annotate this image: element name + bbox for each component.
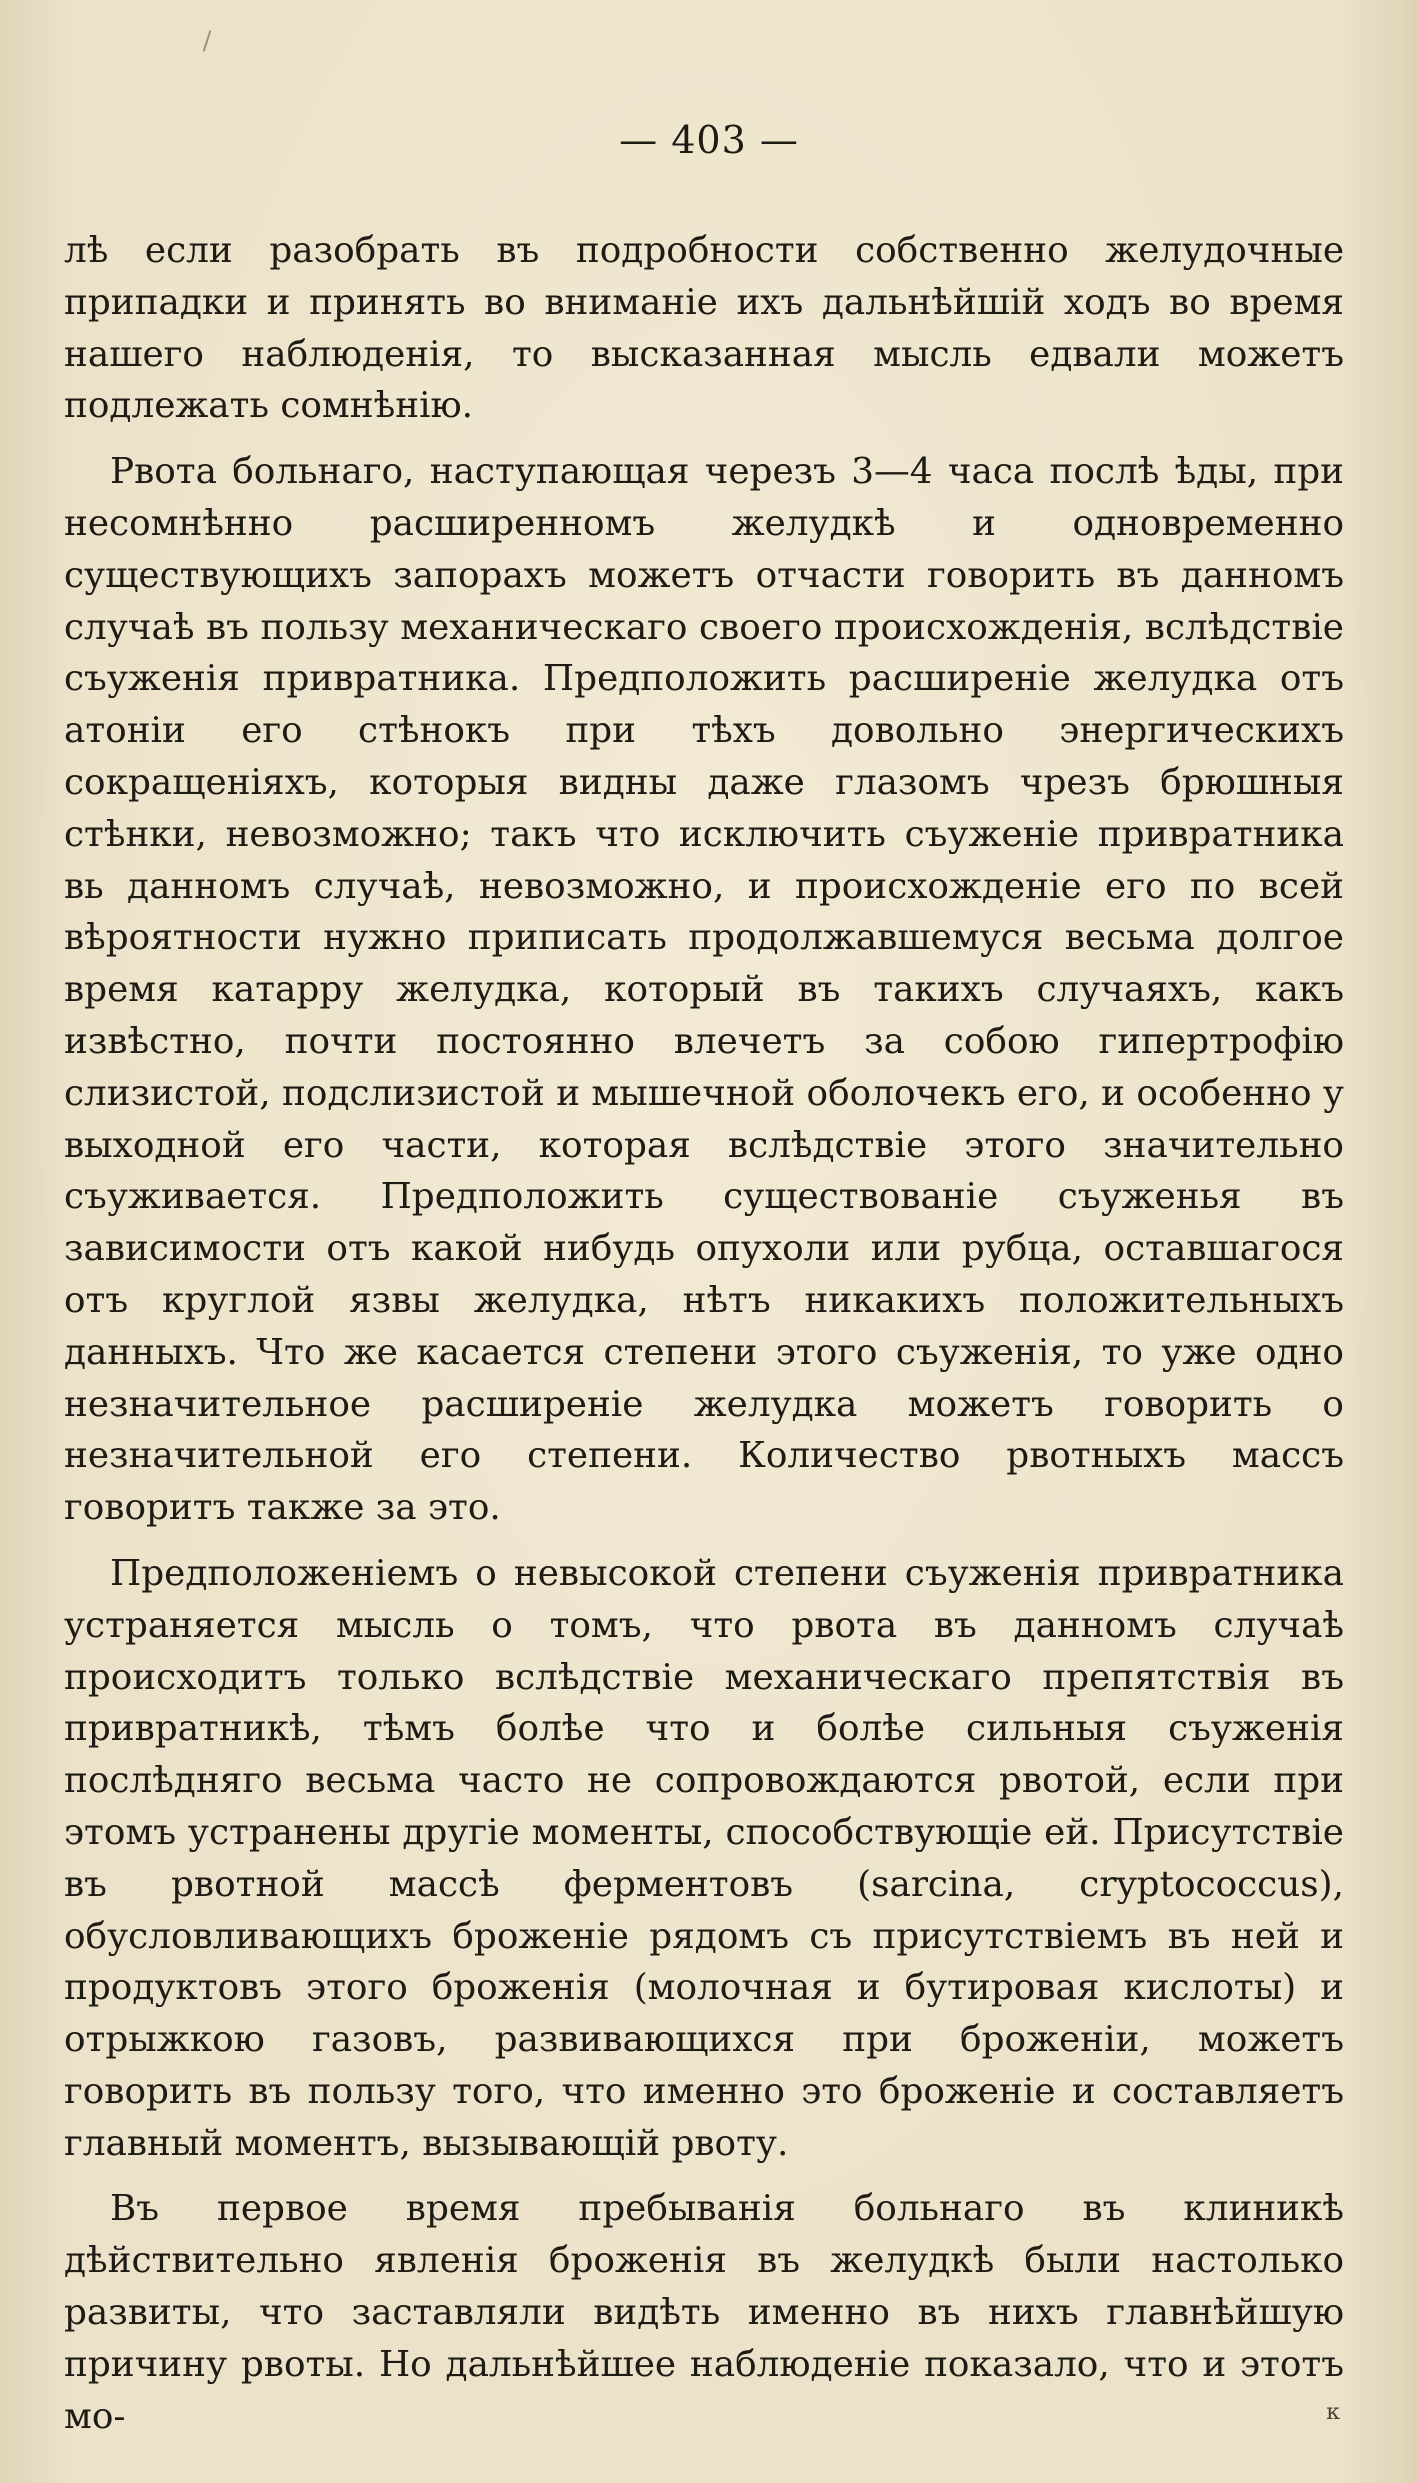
paragraph-clinic-observation: Въ первое время пребыванія больнаго въ клиникѣ дѣйствительно явленія броженія въ желудкѣ были настолько развиты, что заставляли видѣть именно въ нихъ главнѣйшую причину рвоты. Но дальнѣйшее наблюденіе показало, что и этотъ мо- [64, 2188, 1344, 2437]
signature-mark: к [1326, 2400, 1340, 2425]
page-number: — 403 — [619, 118, 799, 162]
paragraph-vomiting-mechanics: Рвота больнаго, наступающая черезъ 3—4 часа послѣ ѣды, при несомнѣнно расширенномъ желудкѣ и одновременно существующихъ запорахъ можетъ отчасти говорить въ данномъ случаѣ въ пользу механическаго своего происхожденія, вслѣдствіе съуженія привратника. Предположить расширеніе желудка отъ атоніи его стѣнокъ при тѣхъ довольно энергическихъ сокращеніяхъ, которыя видны даже глазомъ чрезъ брюшныя стѣнки, невозможно; такъ что исключить съуженіе привратника вь данномъ случаѣ, невозможно, и происхожденіе его по всей вѣроятности нужно приписать продолжавшемуся весьма долгое время катарру желудка, который въ такихъ случаяхъ, какъ извѣстно, почти постоянно влечетъ за собою гипертрофію слизистой, подслизистой и мышечной оболочекъ его, и особенно у выходной его части, которая вслѣдствіе этого значительно съуживается. Предположить существованіе съуженья въ зависимости отъ какой нибудь опухоли или рубца, оставшагося отъ круглой язвы желудка, нѣтъ никакихъ положительныхъ данныхъ. Что же касается степени этого съуженія, то уже одно незначительное расширеніе желудка можетъ говорить о незначительной его степени. Количество рвотныхъ массъ говоритъ также за это. [64, 451, 1344, 1529]
stray-ink-mark [203, 30, 212, 52]
paragraph-continuation: лѣ если разобрать въ подробности собственно желудочные припадки и принять во вниманіе ихъ дальнѣйшій ходъ во время нашего наблюденія, то высказанная мысль едвали можетъ подлежать сомнѣнію. [64, 230, 1344, 427]
paragraph-fermentation: Предположеніемъ о невысокой степени съуженія привратника устраняется мысль о томъ, что рвота въ данномъ случаѣ происходитъ только вслѣдствіе механическаго препятствія въ привратникѣ, тѣмъ болѣе что и болѣе сильныя съуженія послѣдняго весьма часто не сопровождаются рвотой, если при этомъ устранены другіе моменты, способствующіе ей. Присутствіе въ рвотной массѣ ферментовъ (sarcina, cryptococcus), обусловливающихъ броженіе рядомъ съ присутствіемъ въ ней и продуктовъ этого броженія (молочная и бутировая кислоты) и отрыжкою газовъ, развивающихся при броженіи, можетъ говорить въ пользу того, что именно это броженіе и составляетъ главный моментъ, вызывающій рвоту. [64, 1552, 1344, 2164]
body-text [64, 225, 1344, 2456]
